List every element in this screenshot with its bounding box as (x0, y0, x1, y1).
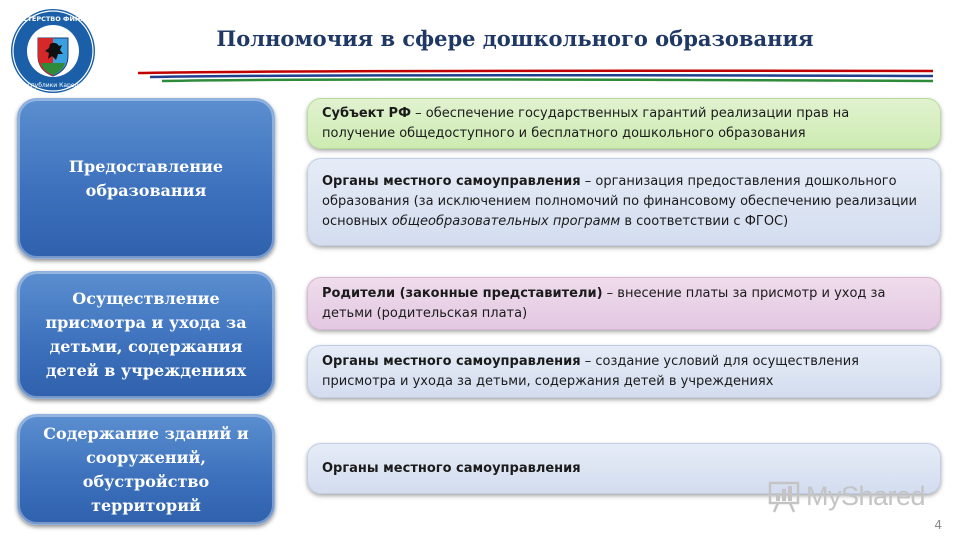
watermark-text: MyShared (806, 480, 926, 511)
category-box-childcare: Осуществление присмотра и ухода за детьми, содержания детей в учреждениях (17, 271, 275, 399)
category-box-buildings: Содержание зданий и сооружений, обустройство территорий (17, 414, 275, 525)
responsibility-box-local-gov-childcare (307, 345, 941, 398)
responsibility-box-subject-rf (307, 98, 941, 149)
responsibility-box-local-gov-education (307, 158, 941, 246)
chart-presentation-icon (766, 479, 802, 513)
svg-text:МИНИСТЕРСТВО ФИНАНСОВ: МИНИСТЕРСТВО ФИНАНСОВ (0, 15, 107, 23)
responsibility-text: – внесение платы за присмотр и уход за детьми (родительская плата) (322, 285, 886, 321)
responsibility-holder: Органы местного самоуправления (322, 174, 581, 189)
svg-text:Республики Карелия: Республики Карелия (20, 82, 86, 89)
responsibility-box-parents (307, 277, 941, 330)
responsibility-text-tail: в соответствии с ФГОС) (620, 214, 789, 229)
responsibility-holder: Органы местного самоуправления (322, 460, 581, 476)
watermark (766, 478, 925, 514)
category-box-education: Предоставление образования (17, 98, 275, 259)
page-number: 4 (934, 518, 942, 532)
page-title: Полномочия в сфере дошкольного образования (216, 26, 814, 51)
responsibility-text: – создание условий для осуществления присмотра и ухода за детьми, содержания детей в учреждениях (322, 353, 859, 389)
responsibility-text: – организация предоставления дошкольного образования (за исключением полномочий по финансовому обеспечению реализации основных (322, 174, 917, 229)
responsibility-holder: Субъект РФ (322, 105, 411, 121)
responsibility-holder: Органы местного самоуправления (322, 353, 581, 369)
header-stripes (0, 0, 960, 100)
responsibility-emphasis: общеобразовательных программ (391, 214, 621, 229)
responsibility-holder: Родители (законные представители) (322, 285, 603, 301)
responsibility-text: – обеспечение государственных гарантий реализации прав на получение общедоступного и бесплатного дошкольного образования (322, 105, 850, 141)
